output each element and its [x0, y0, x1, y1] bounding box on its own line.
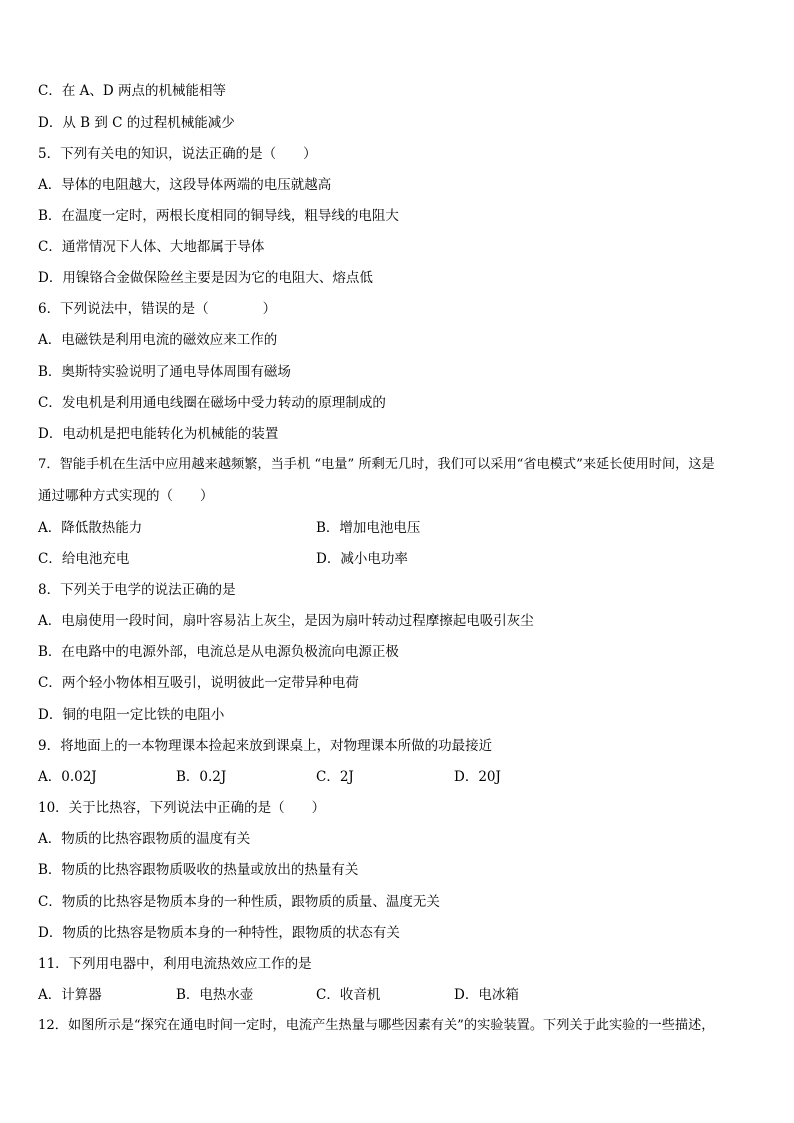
- q9-option-d: D．20J: [454, 769, 501, 785]
- q8-option-b: B．在电路中的电源外部，电流总是从电源负极流向电源正极: [38, 644, 399, 660]
- q9-option-b: B．0.2J: [176, 769, 227, 785]
- q8-option-d: D．铜的电阻一定比铁的电阻小: [38, 707, 225, 723]
- q6-option-c: C．发电机是利用通电线圈在磁场中受力转动的原理制成的: [38, 395, 386, 411]
- q11-option-d: D．电冰箱: [454, 987, 519, 1003]
- q5-option-b: B．在温度一定时，两根长度相同的铜导线，粗导线的电阻大: [38, 208, 399, 224]
- q6-option-b: B．奥斯特实验说明了通电导体周围有磁场: [38, 364, 291, 380]
- q9-stem: 9．将地面上的一本物理课本捡起来放到课桌上，对物理课本所做的功最接近: [38, 738, 493, 754]
- q10-option-b: B．物质的比热容跟物质吸收的热量或放出的热量有关: [38, 862, 359, 878]
- q6-stem: 6．下列说法中，错误的是（ ）: [38, 301, 277, 317]
- q11-option-a: A．计算器: [38, 987, 102, 1003]
- q5-option-c: C．通常情况下人体、大地都属于导体: [38, 239, 265, 255]
- q8-stem: 8．下列关于电学的说法正确的是: [38, 582, 236, 598]
- q11-option-b: B．电热水壶: [176, 987, 254, 1003]
- q7-option-b: B．增加电池电压: [316, 520, 421, 536]
- q7-option-d: D．减小电功率: [316, 551, 408, 567]
- q7-stem-line2: 通过哪种方式实现的（ ）: [38, 488, 214, 504]
- q5-option-d: D．用镍铬合金做保险丝主要是因为它的电阻大、熔点低: [38, 270, 373, 286]
- q9-option-c: C．2J: [316, 769, 354, 785]
- q7-option-a: A．降低散热能力: [38, 520, 143, 536]
- q11-stem: 11．下列用电器中，利用电流热效应工作的是: [38, 956, 312, 972]
- q10-option-c: C．物质的比热容是物质本身的一种性质，跟物质的质量、温度无关: [38, 894, 440, 910]
- q8-option-c: C．两个轻小物体相互吸引，说明彼此一定带异种电荷: [38, 675, 359, 691]
- q7-option-c: C．给电池充电: [38, 551, 130, 567]
- q6-option-d: D．电动机是把电能转化为机械能的装置: [38, 426, 279, 442]
- q4-option-c: C．在 A、D 两点的机械能相等: [38, 83, 226, 99]
- q5-option-a: A．导体的电阻越大，这段导体两端的电压就越高: [38, 177, 332, 193]
- q10-option-d: D．物质的比热容是物质本身的一种特性，跟物质的状态有关: [38, 925, 400, 941]
- q9-option-a: A．0.02J: [38, 769, 97, 785]
- q6-option-a: A．电磁铁是利用电流的磁效应来工作的: [38, 332, 278, 348]
- q10-option-a: A．物质的比热容跟物质的温度有关: [38, 831, 251, 847]
- q11-option-c: C．收音机: [316, 987, 381, 1003]
- q8-option-a: A．电扇使用一段时间，扇叶容易沾上灰尘，是因为扇叶转动过程摩擦起电吸引灰尘: [38, 613, 534, 629]
- q12-stem: 12．如图所示是“探究在通电时间一定时，电流产生热量与哪些因素有关”的实验装置。下列关于此实验的一些描述，: [38, 1018, 715, 1033]
- q10-stem: 10．关于比热容，下列说法中正确的是（ ）: [38, 800, 326, 816]
- q4-option-d: D．从 B 到 C 的过程机械能减少: [38, 115, 235, 131]
- q5-stem: 5．下列有关电的知识，说法正确的是（ ）: [38, 146, 317, 162]
- q7-stem-line1: 7．智能手机在生活中应用越来越频繁，当手机 “电量” 所剩无几时，我们可以采用“省电模式”来延长使用时间，这是: [38, 457, 715, 472]
